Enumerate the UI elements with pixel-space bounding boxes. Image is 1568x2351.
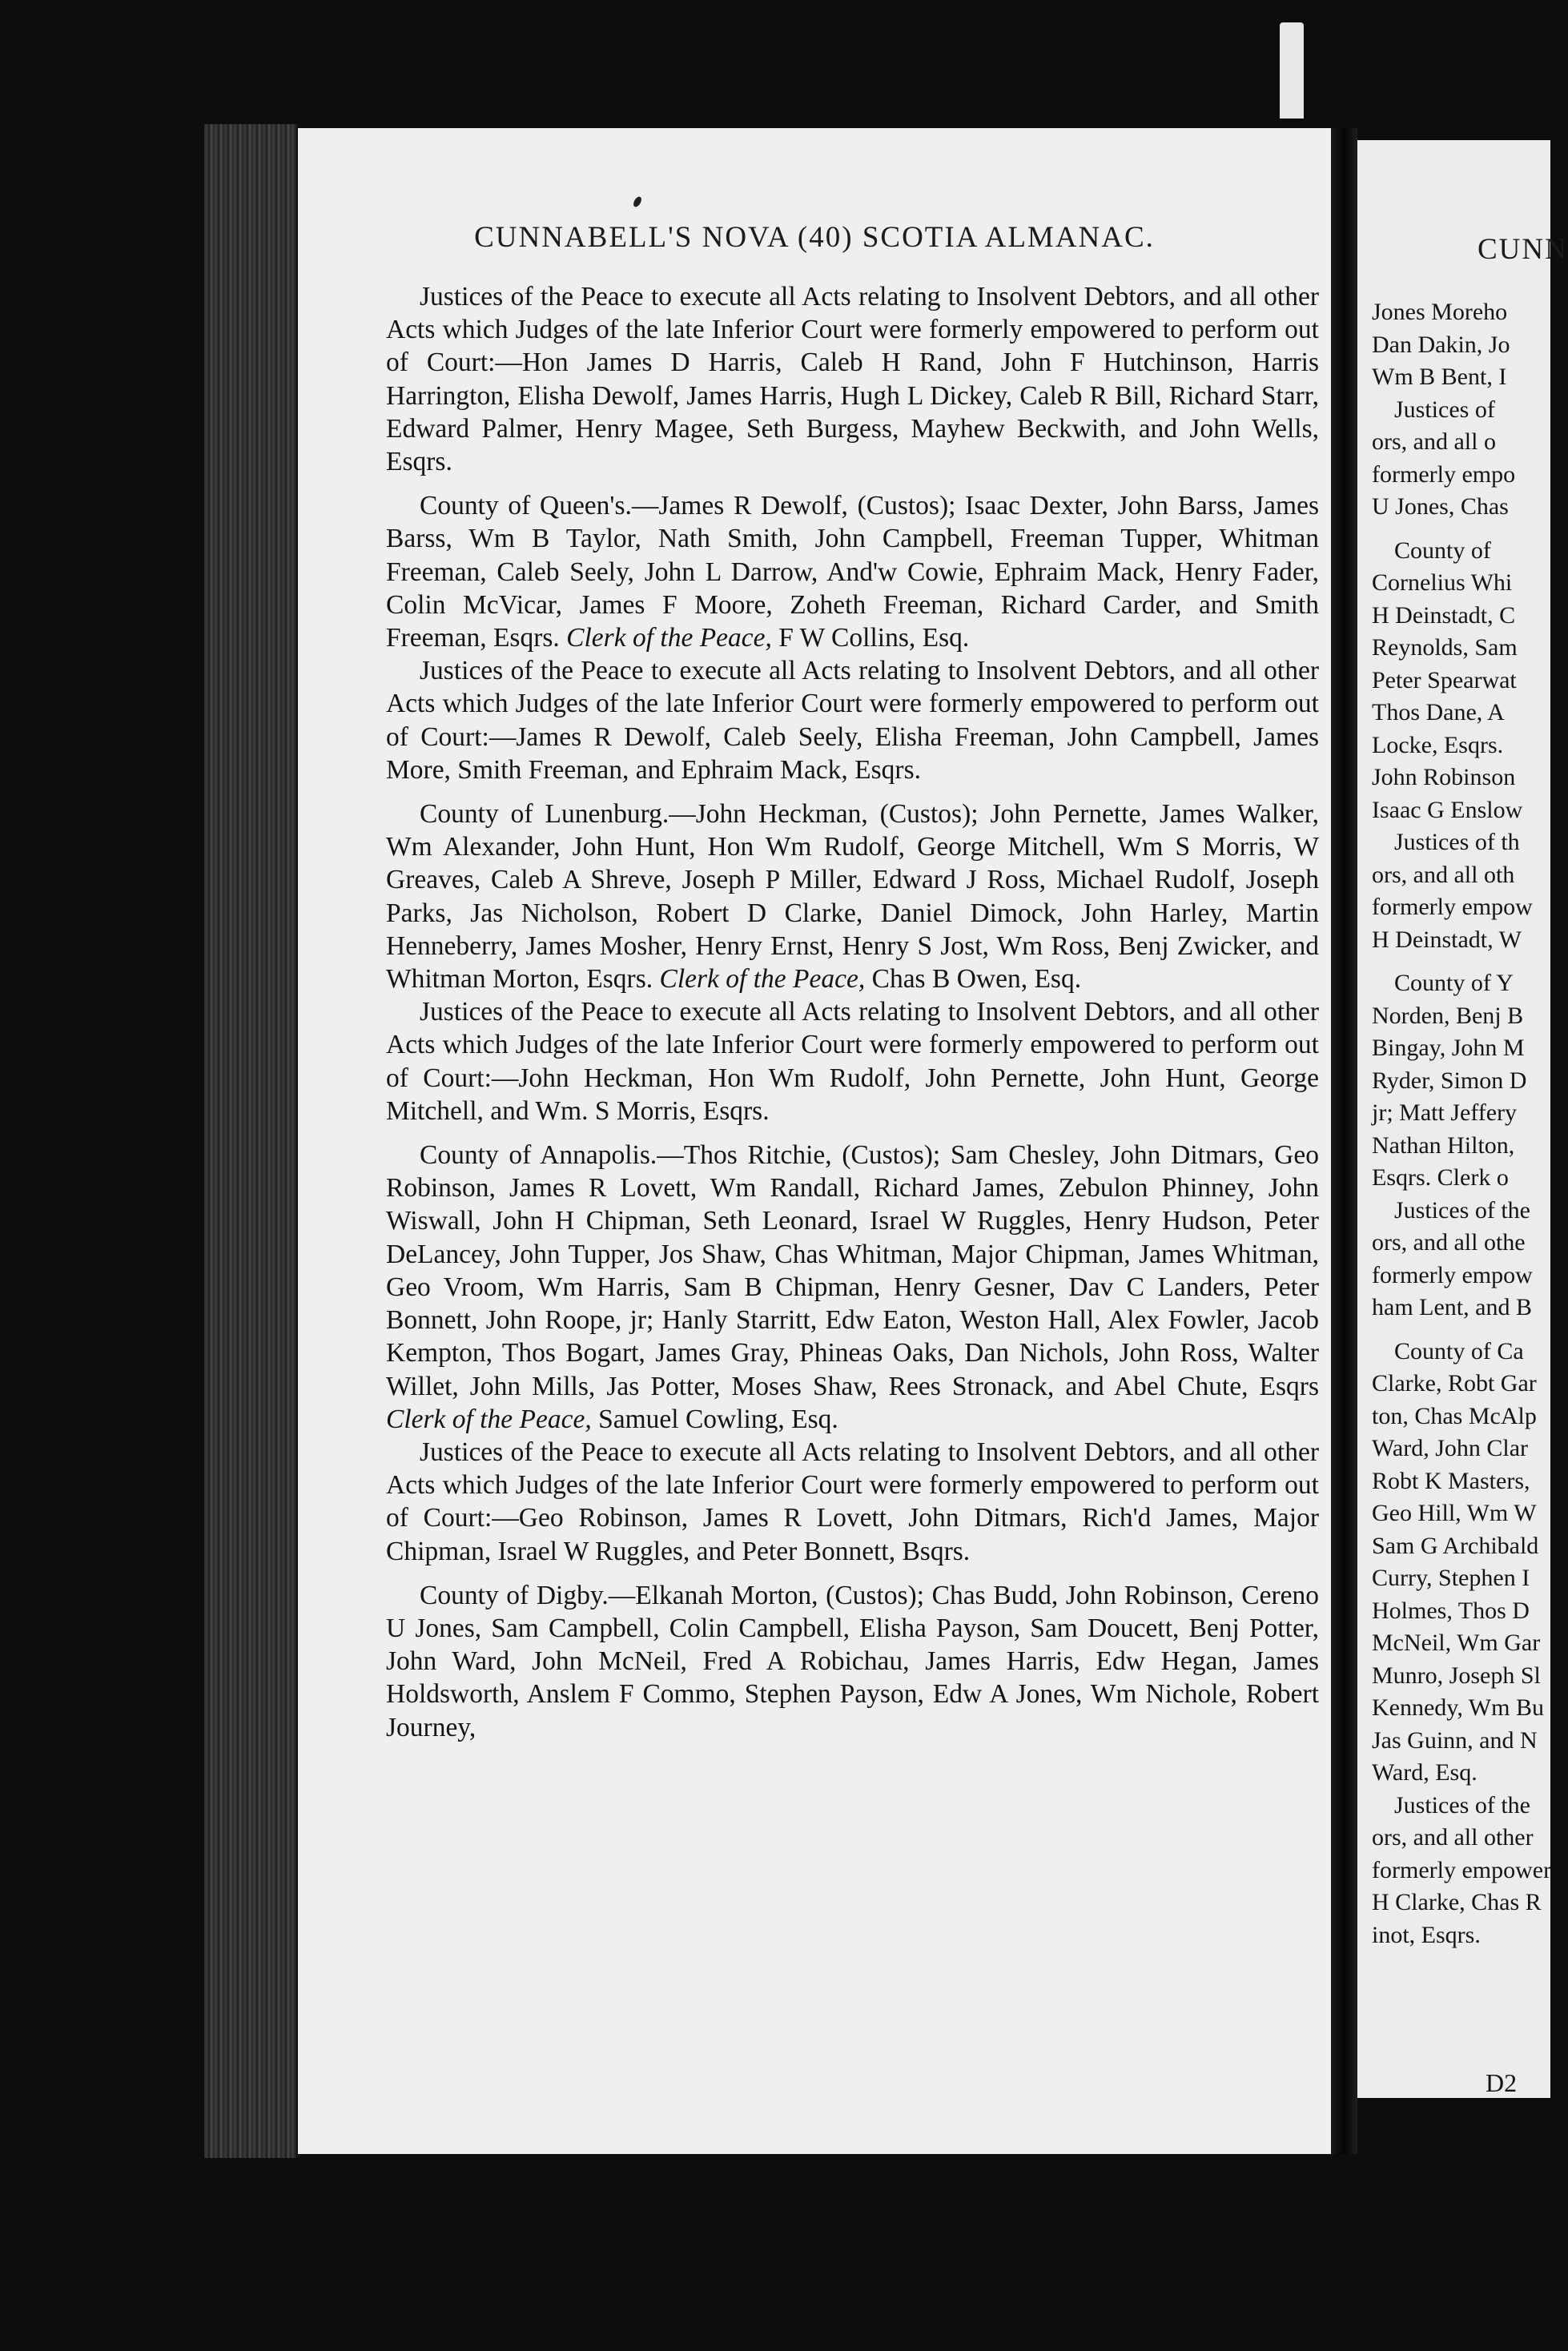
right-page-line: County of	[1394, 537, 1491, 564]
left-page	[298, 128, 1331, 2154]
right-page-line: Justices of the	[1394, 1791, 1530, 1819]
right-page-line: Locke, Esqrs.	[1372, 731, 1504, 758]
right-page-line: Holmes, Thos D	[1372, 1597, 1530, 1624]
right-page-line: Jones Moreho	[1372, 299, 1508, 325]
right-page-line: ors, and all other	[1372, 1824, 1534, 1851]
right-page-line: Justices of	[1394, 396, 1495, 423]
right-page-line: H Clarke, Chas R	[1372, 1889, 1542, 1915]
right-page-line: McNeil, Wm Gar	[1372, 1630, 1541, 1656]
paper-tab	[1280, 22, 1304, 119]
right-page-line: H Deinstadt, W	[1372, 926, 1522, 953]
right-page-line: Esqrs. Clerk o	[1372, 1164, 1509, 1191]
paragraph-lunenburg: County of Lunenburg.—John Heckman, (Custos); John Pernette, James Walker, Wm Alexander, John Hunt, Hon Wm Rudolf, George Mitchell, Wm S Morris, W Greaves, Caleb A Shreve, Joseph P Miller, Edward J Ross, Michael Rudolf, Joseph Parks, Jas Nicholson, Robert D Clarke, Daniel Dimock, John Harley, Martin Henneberry, James Mosher, Henry Ernst, Henry S Jost, Wm Ross, Benj Zwicker, and Whitman Morton, Esqrs. Clerk of the Peace, Chas B Owen, Esq.	[386, 799, 1319, 995]
right-page-line: Jas Guinn, and N	[1372, 1726, 1538, 1754]
right-page-line: Wm B Bent, I	[1372, 364, 1507, 390]
right-page-line: Isaac G Enslow	[1372, 796, 1523, 823]
right-page-line: Thos Dane, A	[1372, 699, 1505, 725]
right-page-line: formerly empower	[1372, 1856, 1552, 1883]
right-page-line: Norden, Benj B	[1372, 1002, 1524, 1029]
paragraph-justices-queens: Justices of the Peace to execute all Acts relating to Insolvent Debtors, and all other Acts which Judges of the late Inferior Court were formerly empowered to perform out of Court:—James R Dewolf, Caleb Seely, Elisha Freeman, John Campbell, James More, Smith Freeman, and Ephraim Mack, Esqrs.	[386, 656, 1319, 785]
right-page-line: Munro, Joseph Sl	[1372, 1662, 1541, 1689]
right-page-line: formerly empow	[1372, 894, 1533, 920]
paragraph-justices-kings: Justices of the Peace to execute all Acts relating to Insolvent Debtors, and all other Acts which Judges of the late Inferior Court were formerly empowered to perform out of Court:—Hon James D Harris, Caleb H Rand, John F Hutchinson, Harris Harrington, Elisha Dewolf, James Harris, Hugh L Dickey, Caleb R Bill, Richard Starr, Edward Palmer, Henry Magee, Seth Burgess, Mayhew Beckwith, and John Wells, Esqrs.	[386, 282, 1319, 477]
running-head: CUNNABELL'S NOVA (40) SCOTIA ALMANAC.	[474, 221, 1155, 254]
right-page-line: Cornelius Whi	[1372, 569, 1513, 596]
right-page-line: formerly empo	[1372, 460, 1516, 488]
right-page-line: Sam G Archibald	[1372, 1532, 1539, 1559]
right-page-line: Ryder, Simon D	[1372, 1067, 1527, 1094]
right-page-line: County of Ca	[1394, 1337, 1524, 1364]
right-page-line: Clarke, Robt Gar	[1372, 1370, 1537, 1397]
paragraph-digby: County of Digby.—Elkanah Morton, (Custos); Chas Budd, John Robinson, Cereno U Jones, Sam Campbell, Colin Campbell, Elisha Payson, Sam Doucett, Benj Potter, John Ward, John McNeil, Fred A Robichau, James Harris, Edw Hegan, James Holdsworth, Anslem F Commo, Stephen Payson, Edw A Jones, Wm Nichole, Robert Journey,	[386, 1580, 1319, 1742]
right-page-line: Ward, Esq.	[1372, 1759, 1478, 1786]
right-page-line: Peter Spearwat	[1372, 666, 1517, 693]
ink-mark	[632, 195, 643, 208]
signature-mark: D2	[1486, 2068, 1518, 2097]
right-page-line: Bingay, John M	[1372, 1035, 1525, 1061]
right-page-line: Curry, Stephen I	[1372, 1565, 1530, 1591]
right-page-line: Justices of th	[1394, 829, 1520, 855]
paragraph-annapolis: County of Annapolis.—Thos Ritchie, (Custos); Sam Chesley, John Ditmars, Geo Robinson, James R Lovett, Wm Randall, Richard James, Zebulon Phinney, John Wiswall, John H Chipman, Seth Leonard, Israel W Ruggles, Henry Hudson, Peter DeLancey, John Tupper, Jos Shaw, Chas Whitman, Major Chipman, James Whitman, Geo Vroom, Wm Harris, Sam B Chipman, Henry Gesner, Dav C Landers, Peter Bonnett, John Roope, jr; Hanly Starritt, Edw Eaton, Weston Hall, Alex Fowler, Jacob Kempton, Thos Bogart, James Gray, Phineas Oaks, Dan Nichols, John Ross, Walter Willet, John Mills, Jas Potter, Moses Shaw, Rees Stronack, and Abel Chute, Esqrs Clerk of the Peace, Samuel Cowling, Esq.	[386, 1140, 1319, 1434]
right-page-line: Ward, John Clar	[1372, 1435, 1529, 1461]
right-page	[1357, 140, 1568, 2098]
right-page-line: Geo Hill, Wm W	[1372, 1500, 1537, 1526]
right-page-line: ors, and all othe	[1372, 1229, 1526, 1256]
right-page-line: U Jones, Chas	[1372, 493, 1509, 520]
right-page-line: ton, Chas McAlp	[1372, 1402, 1537, 1429]
right-page-line: Reynolds, Sam	[1372, 634, 1518, 661]
page-text	[386, 280, 1319, 1744]
paragraph-justices-lunenburg: Justices of the Peace to execute all Acts relating to Insolvent Debtors, and all other Acts which Judges of the late Inferior Court were formerly empowered to perform out of Court:—John Heckman, Hon Wm Rudolf, John Pernette, John Hunt, George Mitchell, and Wm. S Morris, Esqrs.	[386, 997, 1319, 1126]
right-page-line: jr; Matt Jeffery	[1372, 1099, 1518, 1126]
right-page-line: formerly empow	[1372, 1261, 1533, 1288]
right-page-line: Justices of the	[1394, 1196, 1530, 1224]
paragraph-justices-annapolis: Justices of the Peace to execute all Acts relating to Insolvent Debtors, and all other Acts which Judges of the late Inferior Court were formerly empowered to perform out of Court:—Geo Robinson, James R Lovett, John Ditmars, Rich'd James, Major Chipman, Israel W Ruggles, and Peter Bonnett, Bsqrs.	[386, 1437, 1319, 1566]
right-page-text	[1372, 296, 1556, 1951]
right-page-line: Dan Dakin, Jo	[1372, 331, 1510, 358]
right-page-line: inot, Esqrs.	[1372, 1921, 1481, 1948]
paragraph-queens: County of Queen's.—James R Dewolf, (Custos); Isaac Dexter, John Barss, James Barss, Wm B Taylor, Nath Smith, John Campbell, Freeman Tupper, Whitman Freeman, Caleb Seely, John L Darrow, And'w Cowie, Ephraim Mack, Henry Fader, Colin McVicar, James F Moore, Zoheth Freeman, Richard Carder, and Smith Freeman, Esqrs. Clerk of the Peace, F W Collins, Esq.	[386, 491, 1319, 653]
right-running-head: CUNN	[1478, 233, 1568, 266]
right-page-line: John Robinson	[1372, 764, 1516, 790]
page-gutter	[1331, 128, 1357, 2154]
right-page-line: Robt K Masters,	[1372, 1467, 1530, 1494]
right-page-line: ors, and all oth	[1372, 861, 1515, 888]
right-page-line: Kennedy, Wm Bu	[1372, 1694, 1544, 1721]
right-page-line: County of Y	[1394, 970, 1514, 996]
right-page-line: H Deinstadt, C	[1372, 601, 1516, 629]
right-page-line: ham Lent, and B	[1372, 1294, 1532, 1320]
right-page-line: Nathan Hilton,	[1372, 1131, 1515, 1159]
book-spine	[204, 124, 299, 2158]
right-page-line: ors, and all o	[1372, 428, 1496, 455]
